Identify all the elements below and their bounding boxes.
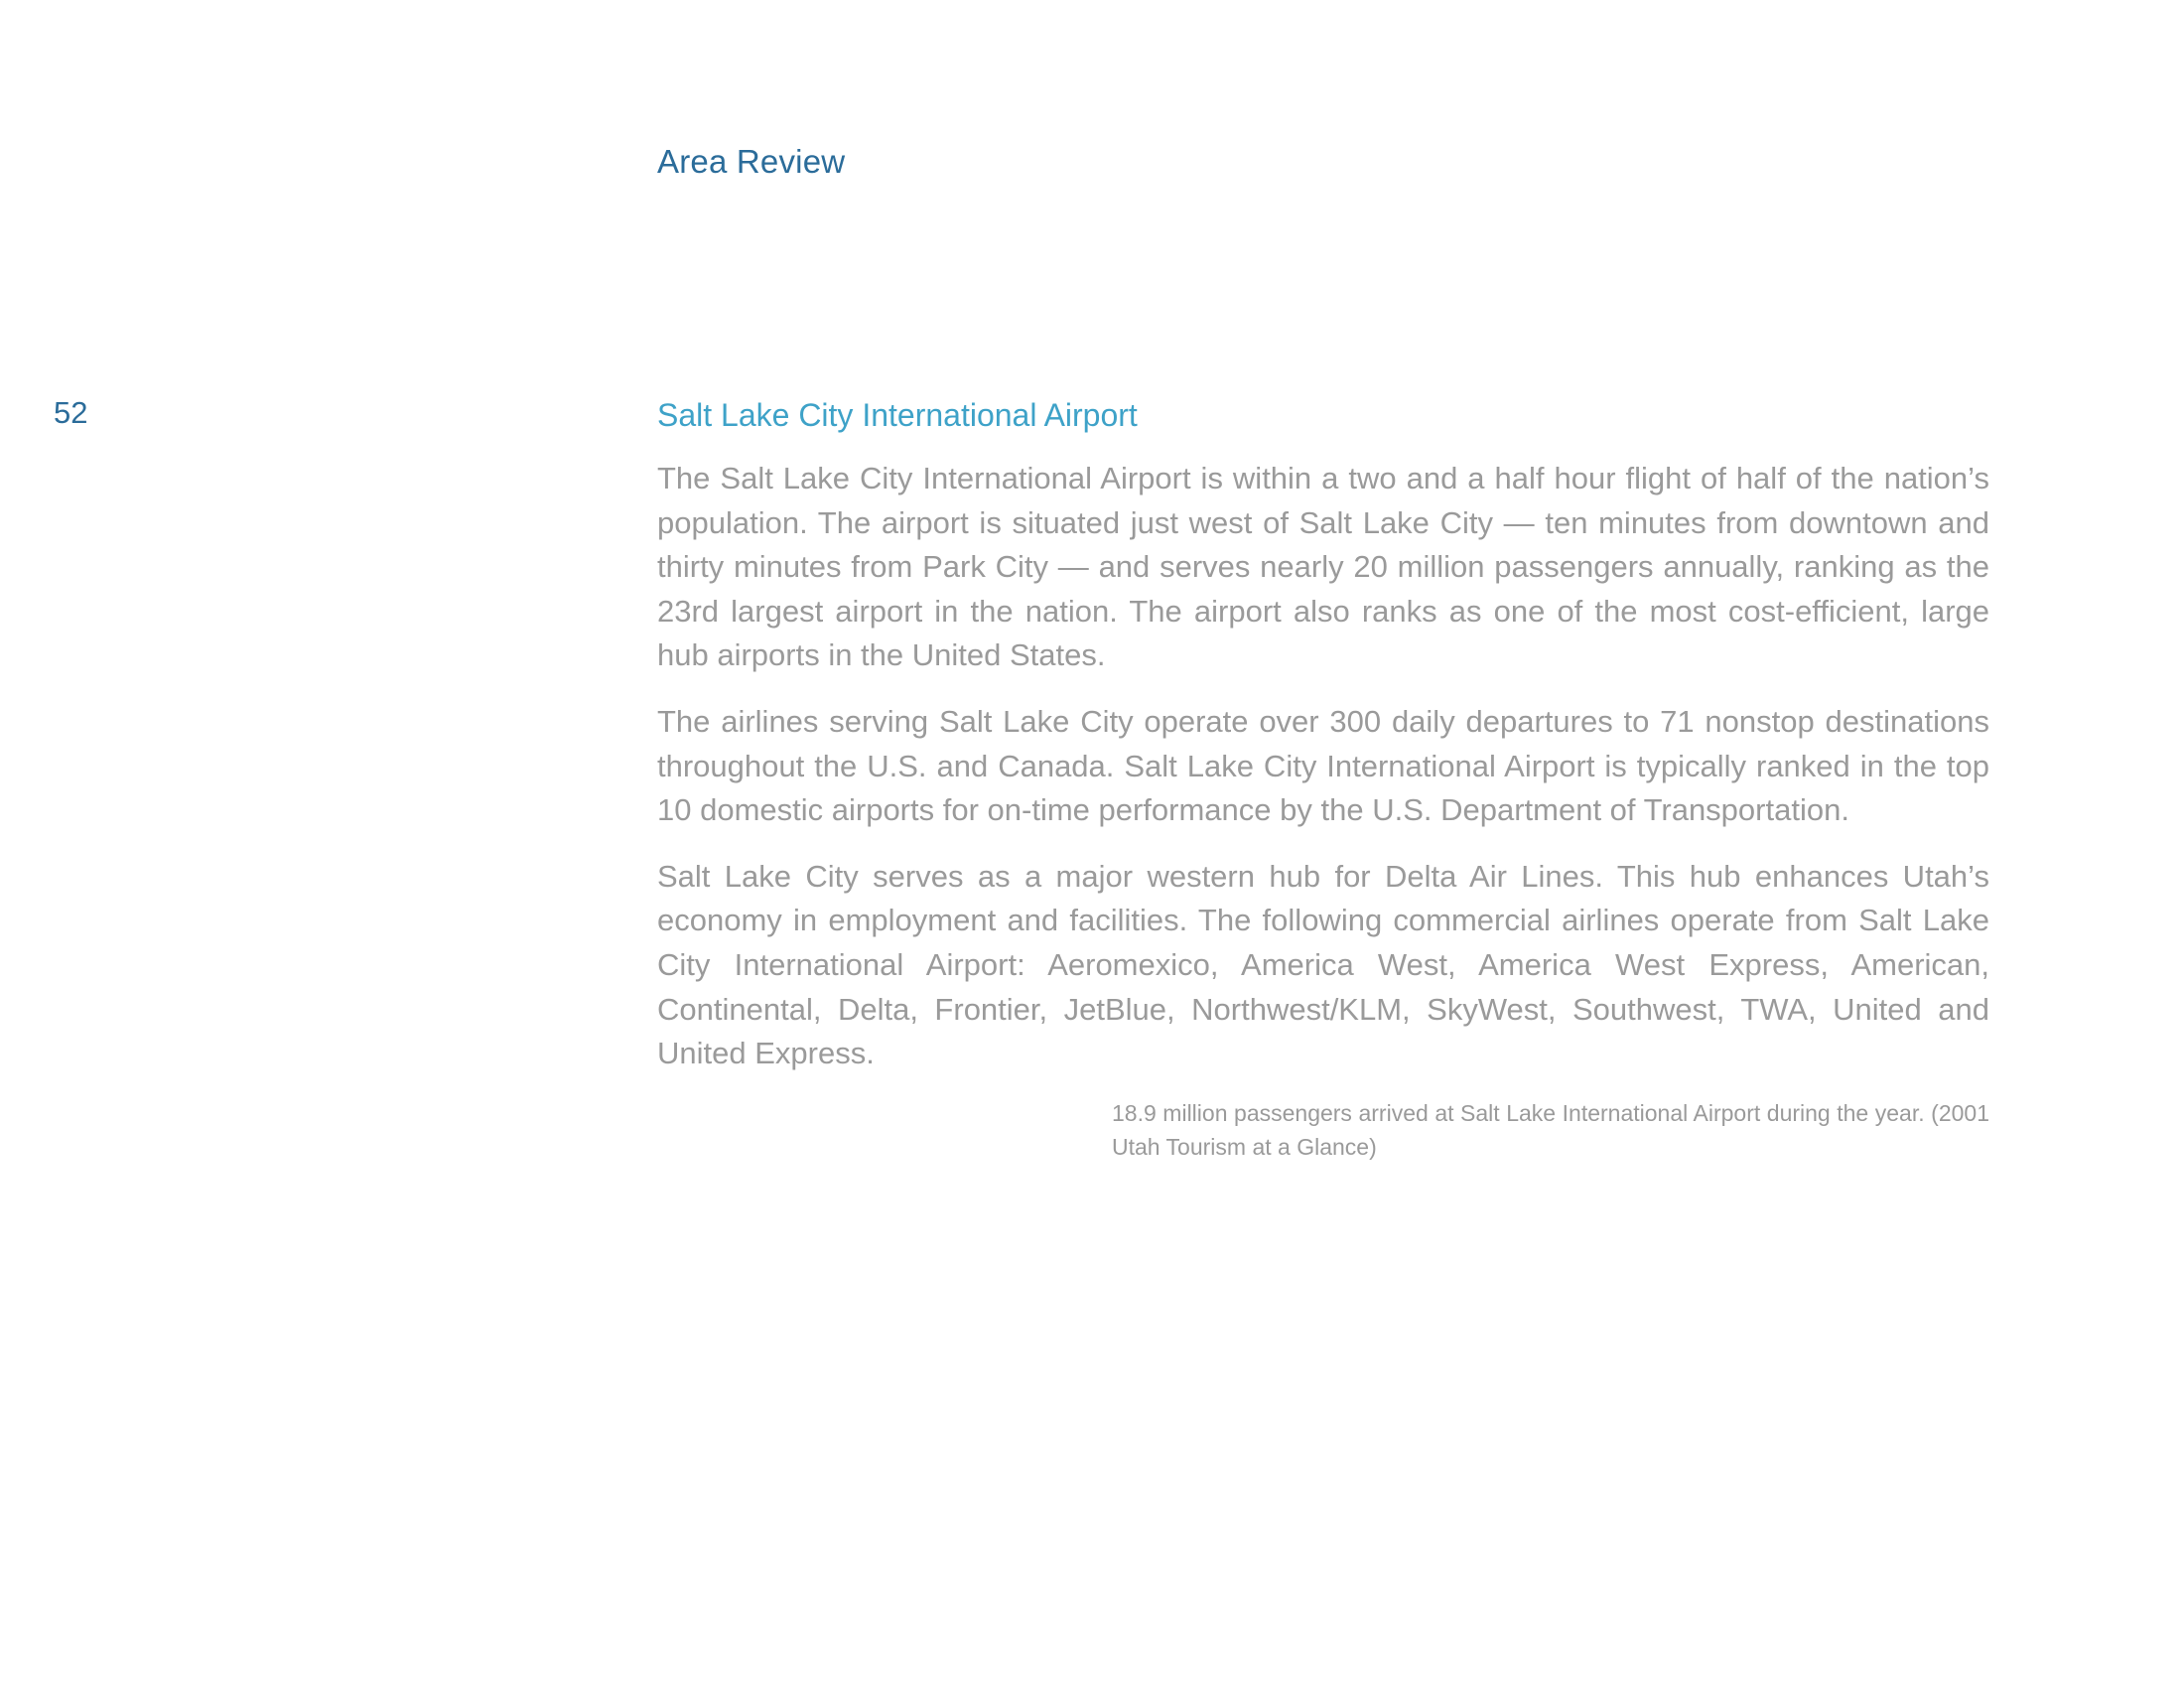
- article-paragraph-2: The airlines serving Salt Lake City operate over 300 daily departures to 71 nonstop destinations throughout the U.S. and Canada. Salt Lake City International Airport is typically ranked in the top 10 domestic airports for on-time performance by the U.S. Department of Transportation.: [657, 703, 1989, 828]
- article-title: Salt Lake City International Airport: [657, 397, 1138, 433]
- article-paragraph-3: Salt Lake City serves as a major western hub for Delta Air Lines. This hub enhances Utah’s economy in employment and facilities. The following commercial airlines operate from Salt Lake City International Airport: Aeromexico, America West, America West Express, American, Continental, Delta, Frontier, JetBlue, Northwest/KLM, SkyWest, Southwest, TWA, United and United Express.: [657, 858, 1989, 1071]
- article: [657, 393, 1989, 1164]
- statistic-caption: 18.9 million passengers arrived at Salt Lake International Airport during the year. (2001 Utah Tourism at a Glance): [1112, 1099, 1989, 1160]
- section-header: Area Review: [657, 143, 846, 180]
- page-number: 52: [54, 395, 88, 430]
- article-paragraph-1: The Salt Lake City International Airport is within a two and a half hour flight of half of the nation’s population. The airport is situated just west of Salt Lake City — ten minutes from downtown and thirty minutes from Park City — and serves nearly 20 million passengers annually, ranking as the 23rd largest airport in the nation. The airport also ranks as one of the most cost-efficient, large hub airports in the United States.: [657, 461, 1989, 673]
